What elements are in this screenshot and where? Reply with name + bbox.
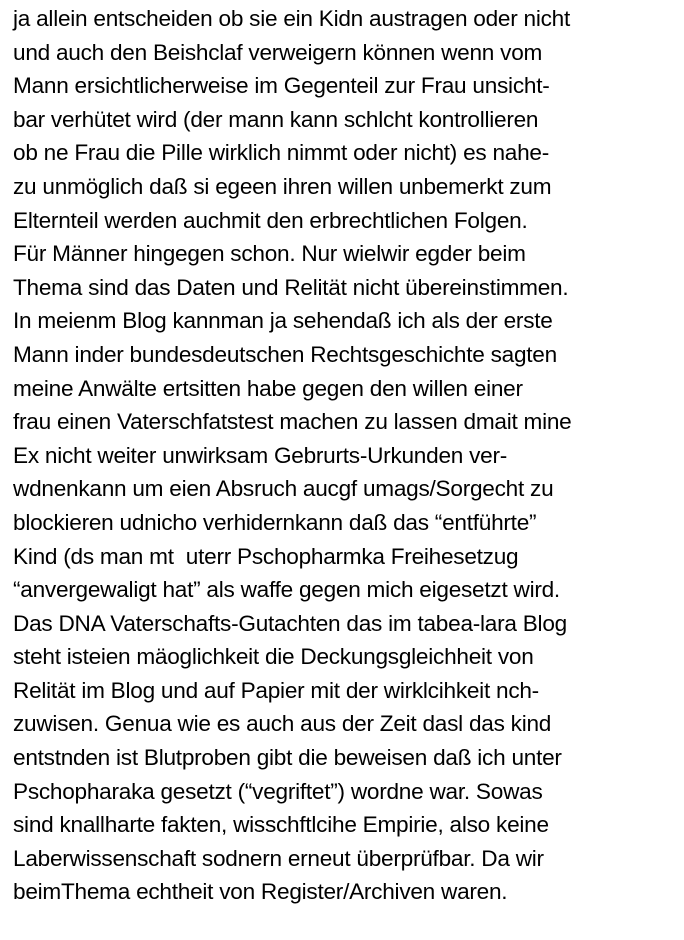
text-line-14: Ex nicht weiter unwirksam Gebrurts-Urkunden ver- bbox=[13, 442, 508, 468]
text-line-2: und auch den Beishclaf verweigern können wenn vom bbox=[13, 39, 543, 65]
text-line-26: Laberwissenschaft sodnern erneut überprüfbar. Da wir bbox=[13, 845, 544, 871]
body-text bbox=[13, 2, 681, 909]
text-line-11: Mann inder bundesdeutschen Rechtsgeschichte sagten bbox=[13, 341, 557, 367]
text-line-10: In meienm Blog kannman ja sehendaß ich als der erste bbox=[13, 308, 553, 334]
text-line-8: Für Männer hingegen schon. Nur wielwir egder beim bbox=[13, 241, 526, 267]
text-line-21: Relität im Blog und auf Papier mit der wirklcihkeit nch- bbox=[13, 677, 539, 703]
text-line-20: steht isteien mäoglichkeit die Deckungsgleichheit von bbox=[13, 644, 534, 670]
text-line-6: zu unmöglich daß si egeen ihren willen unbemerkt zum bbox=[13, 173, 552, 199]
text-line-5: ob ne Frau die Pille wirklich nimmt oder nicht) es nahe- bbox=[13, 140, 550, 166]
text-line-7: Elternteil werden auchmit den erbrechtlichen Folgen. bbox=[13, 207, 528, 233]
text-line-16: blockieren udnicho verhidernkann daß das “entführte” bbox=[13, 509, 537, 535]
text-line-17: Kind (ds man mt uterr Pschopharmka Freihesetzug bbox=[13, 543, 519, 569]
text-line-25: sind knallharte fakten, wisschftlcihe Empirie, also keine bbox=[13, 812, 549, 838]
text-line-22: zuwisen. Genua wie es auch aus der Zeit dasl das kind bbox=[13, 711, 552, 737]
text-line-1: ja allein entscheiden ob sie ein Kidn austragen oder nicht bbox=[13, 6, 571, 31]
text-line-19: Das DNA Vaterschafts-Gutachten das im tabea-lara Blog bbox=[13, 610, 567, 636]
text-line-15: wdnenkann um eien Absruch aucgf umags/Sorgecht zu bbox=[13, 476, 554, 502]
text-line-24: Pschopharaka gesetzt (“vegriftet”) wordne war. Sowas bbox=[13, 778, 543, 804]
text-line-9: Thema sind das Daten und Relität nicht übereinstimmen. bbox=[13, 274, 569, 300]
text-line-27: beimThema echtheit von Register/Archiven waren. bbox=[13, 879, 508, 905]
text-line-13: frau einen Vaterschfatstest machen zu lassen dmait mine bbox=[13, 409, 572, 435]
text-line-23: entstnden ist Blutproben gibt die beweisen daß ich unter bbox=[13, 745, 562, 771]
text-line-18: “anvergewaligt hat” als waffe gegen mich eigesetzt wird. bbox=[13, 577, 560, 603]
text-line-4: bar verhütet wird (der mann kann schlcht kontrollieren bbox=[13, 106, 539, 132]
text-line-3: Mann ersichtlicherweise im Gegenteil zur Frau unsicht- bbox=[13, 73, 550, 99]
text-line-12: meine Anwälte ertsitten habe gegen den willen einer bbox=[13, 375, 523, 401]
